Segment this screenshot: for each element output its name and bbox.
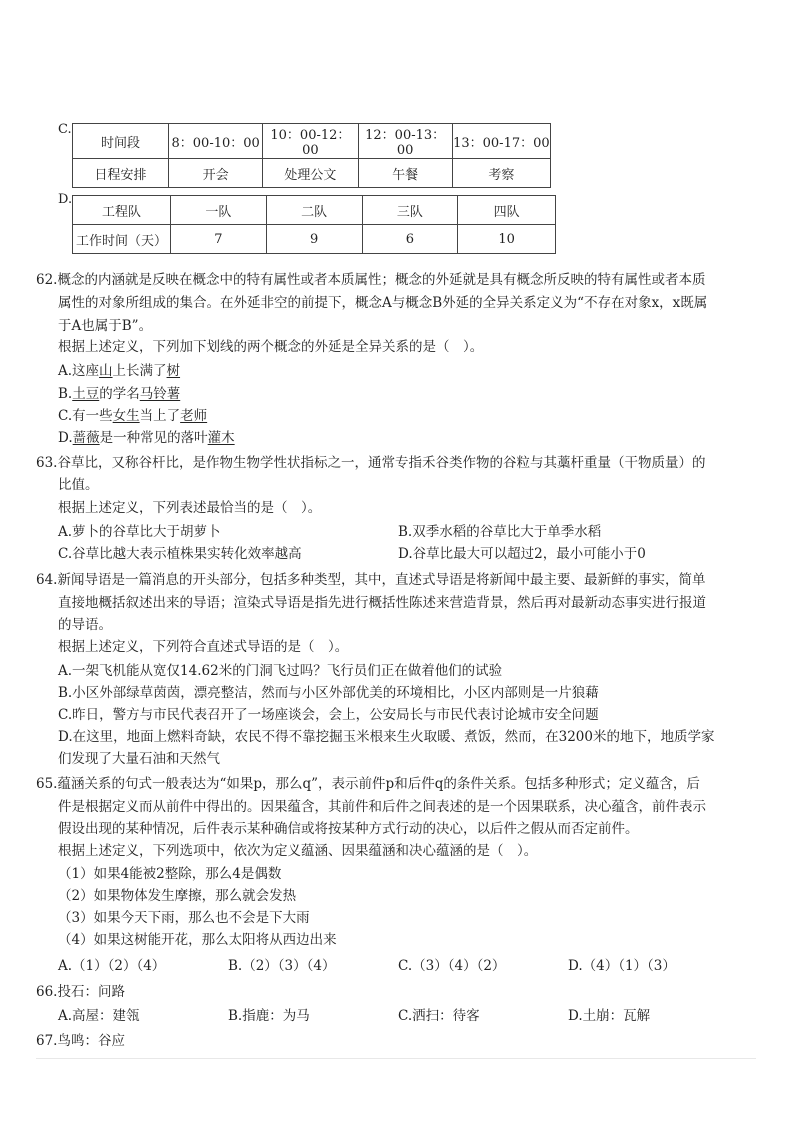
table-cell: 处理公文 bbox=[263, 159, 358, 188]
table-cell: 工作时间（天） bbox=[73, 225, 171, 254]
option-text: B. bbox=[58, 386, 73, 402]
table-cell: 时间段 bbox=[73, 124, 169, 159]
option-text: 当上了 bbox=[139, 408, 181, 424]
table-cell: 工程队 bbox=[73, 196, 171, 225]
table-cell: 9 bbox=[266, 225, 362, 254]
q64-option-c[interactable]: C.昨日，警方与市民代表召开了一场座谈会，会上，公安局长与市民代表讨论城市安全问题 bbox=[58, 707, 599, 723]
work-time-table bbox=[72, 195, 556, 254]
q63-stem-line2: 比值。 bbox=[58, 477, 99, 493]
q62-option-a[interactable] bbox=[58, 360, 180, 382]
underlined-term: 树 bbox=[166, 363, 181, 379]
option-text: 是一种常见的落叶 bbox=[99, 430, 208, 446]
q66-stem: 66.投石：问路 bbox=[36, 984, 125, 1000]
q64-prompt: 根据上述定义，下列符合直述式导语的是（ ）。 bbox=[58, 639, 349, 655]
underlined-term: 马铃薯 bbox=[139, 386, 181, 402]
q63-option-d[interactable]: D.谷草比最大可以超过2，最小可能小于0 bbox=[398, 546, 646, 562]
table-cell: 午餐 bbox=[358, 159, 452, 188]
option-text: D. bbox=[58, 430, 73, 446]
q63-stem-line1: 63.谷草比，又称谷杆比，是作物生物学性状指标之一，通常专指禾谷类作物的谷粒与其藁杆重量（干物质量）的 bbox=[36, 455, 706, 471]
table-cell: 12：00-13：00 bbox=[358, 124, 452, 159]
underlined-term: 老师 bbox=[180, 408, 208, 424]
table-cell: 开会 bbox=[169, 159, 263, 188]
underlined-term: 灌木 bbox=[207, 430, 235, 446]
q65-option-c[interactable]: C.（3）（4）（2） bbox=[398, 958, 506, 974]
option-text: C.有一些 bbox=[58, 408, 113, 424]
q65-stem-line1: 65.蕴涵关系的句式一般表达为“如果p，那么q”，表示前件p和后件q的条件关系。包括多种形式；定义蕴含，后 bbox=[36, 776, 700, 792]
q62-stem-line3: 于A也属于B”。 bbox=[58, 318, 153, 334]
q62-stem-line2: 属性的对象所组成的集合。在外延非空的前提下，概念A与概念B外延的全异关系定义为“不存在对象x，x既属 bbox=[58, 295, 708, 311]
q65-option-b[interactable]: B.（2）（3）（4） bbox=[228, 958, 336, 974]
table-cell: 考察 bbox=[452, 159, 550, 188]
table-cell: 6 bbox=[362, 225, 458, 254]
q64-option-d[interactable]: D.在这里，地面上燃料奇缺，农民不得不靠挖掘玉米根来生火取暖、煮饭，然而，在3200米的地下，地质学家 bbox=[58, 729, 715, 745]
page-divider bbox=[36, 1058, 756, 1059]
option-text: 上长满了 bbox=[112, 363, 167, 379]
option-text: A.这座 bbox=[58, 363, 100, 379]
q66-option-d[interactable]: D.土崩：瓦解 bbox=[568, 1008, 651, 1024]
q65-statement-1: （1）如果4能被2整除，那么4是偶数 bbox=[58, 866, 282, 882]
q65-prompt: 根据上述定义，下列选项中，依次为定义蕴涵、因果蕴涵和决心蕴涵的是（ ）。 bbox=[58, 843, 538, 859]
q65-option-d[interactable]: D.（4）（1）（3） bbox=[568, 958, 676, 974]
table-row bbox=[73, 124, 551, 159]
q62-option-c[interactable] bbox=[58, 405, 207, 427]
underlined-term: 土豆 bbox=[72, 386, 100, 402]
q62-prompt: 根据上述定义，下列加下划线的两个概念的外延是全异关系的是（ ）。 bbox=[58, 339, 484, 355]
q65-option-a[interactable]: A.（1）（2）（4） bbox=[58, 958, 166, 974]
underlined-term: 女生 bbox=[112, 408, 140, 424]
q65-statement-2: （2）如果物体发生摩擦，那么就会发热 bbox=[58, 888, 297, 904]
q65-statement-4: （4）如果这树能开花，那么太阳将从西边出来 bbox=[58, 932, 337, 948]
table-cell: 三队 bbox=[362, 196, 458, 225]
table-d-label: D. bbox=[58, 192, 73, 207]
underlined-term: 山 bbox=[99, 363, 113, 379]
table-cell: 7 bbox=[171, 225, 267, 254]
q62-option-d[interactable] bbox=[58, 427, 235, 449]
q65-stem-line3: 假设出现的某种情况，后件表示某种确信或将按某种方式行动的决心，以后件之假从而否定前件。 bbox=[58, 821, 639, 837]
q63-option-b[interactable]: B.双季水稻的谷草比大于单季水稻 bbox=[398, 524, 602, 540]
q64-stem-line3: 的导语。 bbox=[58, 617, 112, 633]
table-cell: 四队 bbox=[458, 196, 556, 225]
underlined-term: 蔷薇 bbox=[72, 430, 100, 446]
table-row bbox=[73, 159, 551, 188]
table-cell: 10 bbox=[458, 225, 556, 254]
table-c-label: C. bbox=[58, 122, 72, 137]
q63-option-a[interactable]: A.萝卜的谷草比大于胡萝卜 bbox=[58, 524, 221, 540]
table-row bbox=[73, 225, 556, 254]
q67-stem: 67.鸟鸣：谷应 bbox=[36, 1033, 125, 1049]
table-cell: 日程安排 bbox=[73, 159, 169, 188]
q64-stem-line1: 64.新闻导语是一篇消息的开头部分，包括多种类型，其中，直述式导语是将新闻中最主要、最新鲜的事实，简单 bbox=[36, 572, 706, 588]
table-cell: 8：00-10：00 bbox=[169, 124, 263, 159]
q65-statement-3: （3）如果今天下雨，那么也不会是下大雨 bbox=[58, 910, 310, 926]
q66-option-b[interactable]: B.指鹿：为马 bbox=[228, 1008, 310, 1024]
q63-prompt: 根据上述定义，下列表述最恰当的是（ ）。 bbox=[58, 500, 322, 516]
q64-option-a[interactable]: A.一架飞机能从宽仅14.62米的门洞飞过吗？飞行员们正在做着他们的试验 bbox=[58, 663, 503, 679]
table-cell: 13：00-17：00 bbox=[452, 124, 550, 159]
option-text: 的学名 bbox=[99, 386, 140, 402]
q63-option-c[interactable]: C.谷草比越大表示植株果实转化效率越高 bbox=[58, 546, 302, 562]
schedule-table bbox=[72, 123, 551, 188]
q66-option-a[interactable]: A.高屋：建瓴 bbox=[58, 1008, 140, 1024]
table-cell: 一队 bbox=[171, 196, 267, 225]
table-cell: 二队 bbox=[266, 196, 362, 225]
q62-stem-line1: 62.概念的内涵就是反映在概念中的特有属性或者本质属性；概念的外延就是具有概念所反映的特有属性或者本质 bbox=[36, 272, 706, 288]
q66-option-c[interactable]: C.洒扫：待客 bbox=[398, 1008, 480, 1024]
q64-option-b[interactable]: B.小区外部绿草茵茵，漂亮整洁，然而与小区外部优美的环境相比，小区内部则是一片狼藉 bbox=[58, 685, 599, 701]
q65-stem-line2: 件是根据定义而从前件中得出的。因果蕴含，其前件和后件之间表述的是一个因果联系，决心蕴含，前件表示 bbox=[58, 799, 706, 815]
table-cell: 10：00-12：00 bbox=[263, 124, 358, 159]
table-row bbox=[73, 196, 556, 225]
q62-option-b[interactable] bbox=[58, 383, 180, 405]
q64-option-d-cont: 们发现了大量石油和天然气 bbox=[58, 751, 220, 767]
q64-stem-line2: 直接地概括叙述出来的导语；渲染式导语是指先进行概括性陈述来营造背景，然后再对最新动态事实进行报道 bbox=[58, 595, 706, 611]
